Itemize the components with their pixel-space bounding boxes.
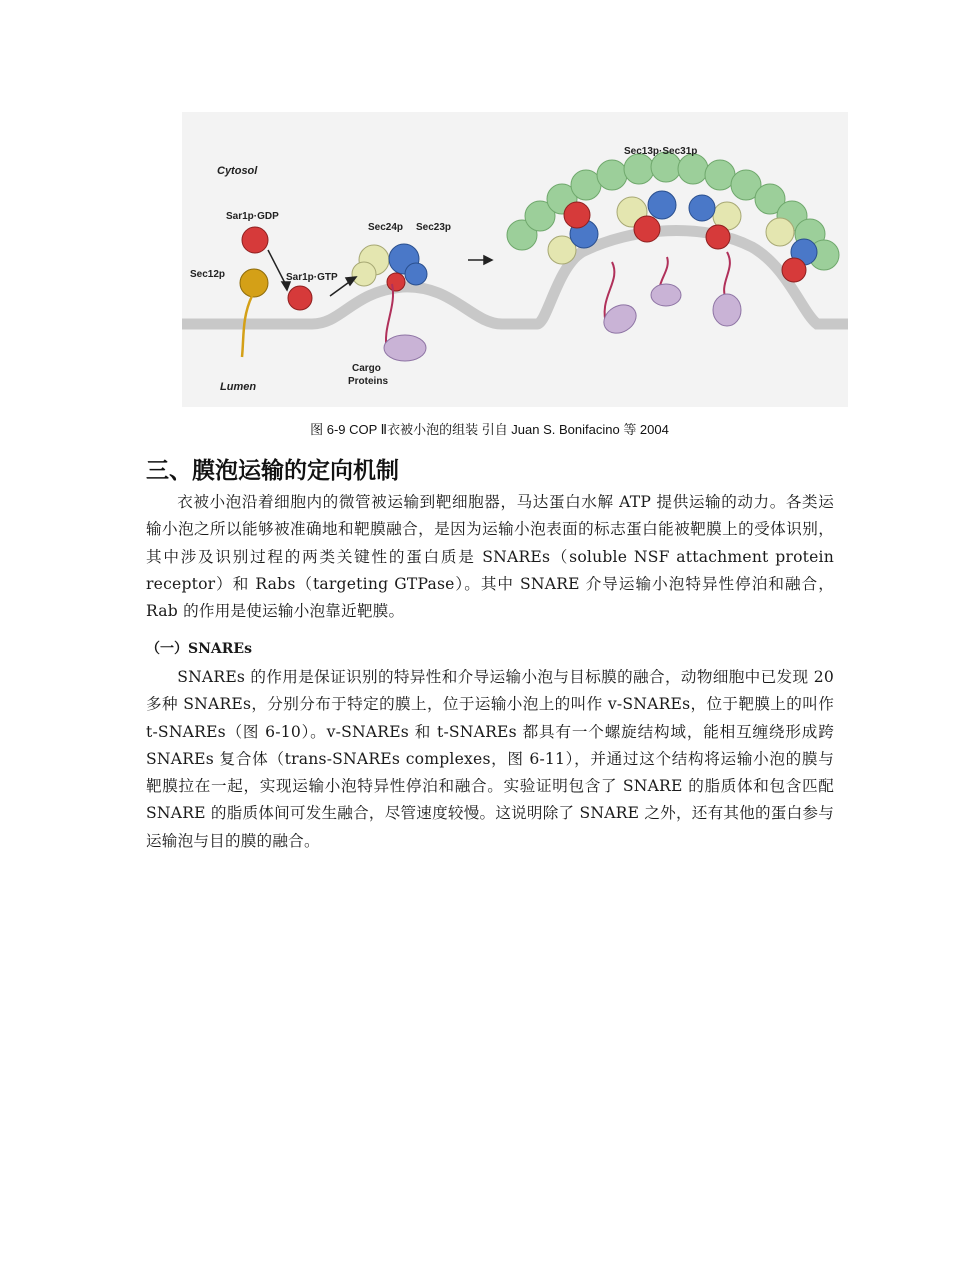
paragraph-vesicle-targeting: 衣被小泡沿着细胞内的微管被运输到靶细胞器，马达蛋白水解 ATP 提供运输的动力。各类运输小泡之所以能够被准确地和靶膜融合，是因为运输小泡表面的标志蛋白能被靶膜上的受体识别，其中涉及识别过程的两类关键性的蛋白质是 SNAREs（soluble NSF attachment protein receptor）和 Rabs（targeting GTPase）。其中 SNARE 介导运输小泡特异性停泊和融合，Rab 的作用是使运输小泡靠近靶膜。: [146, 493, 834, 621]
figure-caption: 图 6-9 COP Ⅱ衣被小泡的组装 引自 Juan S. Bonifacino 等 2004: [310, 422, 669, 437]
sec13-sec31-label: Sec13p·Sec31p: [624, 146, 698, 157]
sar1p-gdp-label: Sar1p·GDP: [226, 211, 279, 222]
sec12p-protein: [240, 269, 268, 297]
cargo-label-line1: Cargo: [352, 363, 381, 374]
sar1p-gtp-label: Sar1p·GTP: [286, 272, 338, 283]
sec24p-label: Sec24p: [368, 222, 404, 233]
sec12p-label: Sec12p: [190, 269, 226, 280]
section-heading: 三、膜泡运输的定向机制: [146, 458, 399, 484]
subsection-heading-snares: （一）SNAREs: [146, 641, 252, 657]
cargo-label-line2: Proteins: [348, 376, 389, 387]
paragraph-snares: SNAREs 的作用是保证识别的特异性和介导运输小泡与目标膜的融合，动物细胞中已发现 20 多种 SNAREs，分别分布于特定的膜上，位于运输小泡上的叫作 v-SNAREs，位于靶膜上的叫作 t-SNAREs（图 6-10）。v-SNAREs 和 t-SNAREs 都具有一个螺旋结构域，能相互缠绕形成跨 SNAREs 复合体（trans-SNAREs complexes，图 6-11），并通过这个结构将运输小泡的膜与靶膜拉在一起，实现运输小泡特异性停泊和融合。实验证明包含了 SNARE 的脂质体和包含匹配 SNARE 的脂质体间可发生融合，尽管速度较慢。这说明除了 SNARE 之外，还有其他的蛋白参与运输泡与目的膜的融合。: [146, 668, 834, 850]
sec23p-label: Sec23p: [416, 222, 452, 233]
cytosol-label: Cytosol: [217, 165, 258, 177]
lumen-label: Lumen: [220, 381, 257, 393]
cop2-vesicle-figure: [182, 112, 848, 407]
